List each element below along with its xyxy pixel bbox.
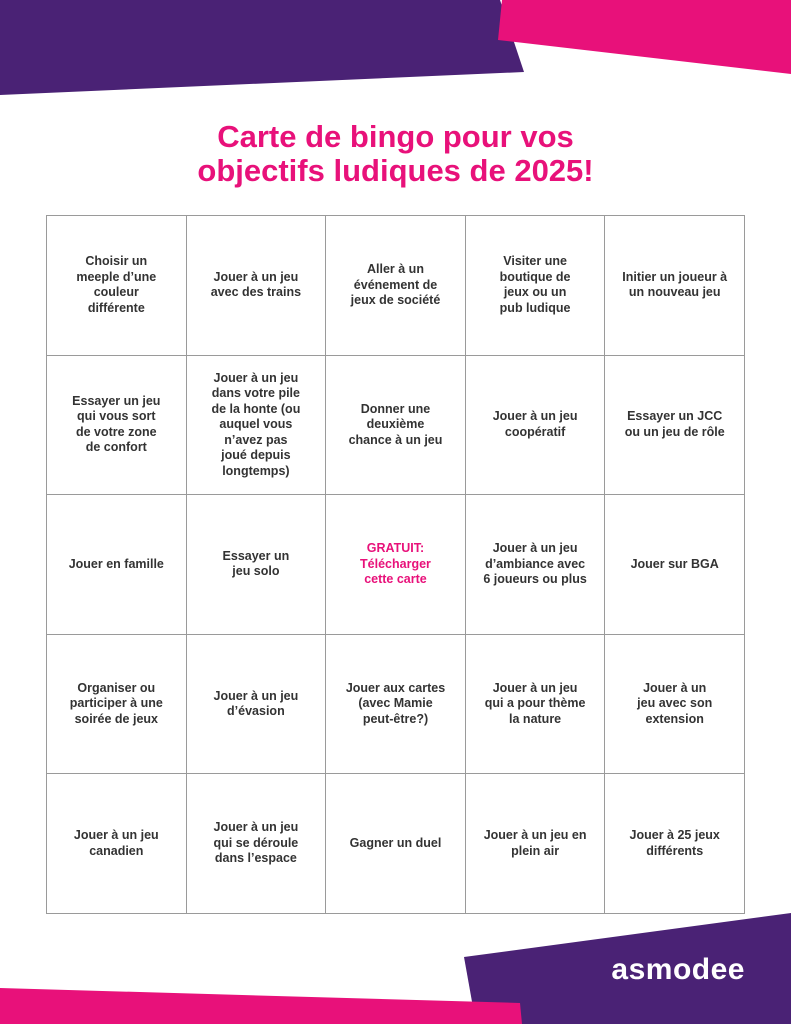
page-title xyxy=(0,120,791,188)
bingo-cell-15: Jouer sur BGA xyxy=(605,495,745,635)
bingo-cell-19: Jouer à un jeu qui a pour thème la nature xyxy=(466,635,606,775)
bingo-cell-5: Initier un joueur à un nouveau jeu xyxy=(605,216,745,356)
bingo-cell-3: Aller à un événement de jeux de société xyxy=(326,216,466,356)
asmodee-logo: asmodee xyxy=(611,953,745,986)
bingo-cell-18: Jouer aux cartes (avec Mamie peut-être?) xyxy=(326,635,466,775)
bingo-cell-6: Essayer un jeu qui vous sort de votre zone de confort xyxy=(47,356,187,496)
bingo-cell-20: Jouer à un jeu avec son extension xyxy=(605,635,745,775)
bingo-cell-11: Jouer en famille xyxy=(47,495,187,635)
bingo-cell-25: Jouer à 25 jeux différents xyxy=(605,774,745,914)
bingo-cell-22: Jouer à un jeu qui se déroule dans l’espace xyxy=(187,774,327,914)
bingo-free-cell-download-link[interactable]: GRATUIT: Télécharger cette carte xyxy=(326,495,466,635)
bingo-cell-14: Jouer à un jeu d’ambiance avec 6 joueurs ou plus xyxy=(466,495,606,635)
bingo-cell-8: Donner une deuxième chance à un jeu xyxy=(326,356,466,496)
bingo-cell-1: Choisir un meeple d’une couleur différente xyxy=(47,216,187,356)
title-line-1: Carte de bingo pour vos xyxy=(217,119,574,154)
bingo-cell-21: Jouer à un jeu canadien xyxy=(47,774,187,914)
bottom-left-pink-banner xyxy=(0,988,522,1024)
bingo-cell-4: Visiter une boutique de jeux ou un pub ludique xyxy=(466,216,606,356)
bingo-cell-12: Essayer un jeu solo xyxy=(187,495,327,635)
bingo-cell-17: Jouer à un jeu d’évasion xyxy=(187,635,327,775)
top-left-purple-banner xyxy=(0,0,524,95)
bingo-cell-16: Organiser ou participer à une soirée de jeux xyxy=(47,635,187,775)
title-line-2: objectifs ludiques de 2025! xyxy=(197,153,594,188)
top-right-pink-banner xyxy=(498,0,791,74)
bingo-cell-24: Jouer à un jeu en plein air xyxy=(466,774,606,914)
bingo-cell-9: Jouer à un jeu coopératif xyxy=(466,356,606,496)
bingo-grid xyxy=(46,215,745,914)
bingo-cell-10: Essayer un JCC ou un jeu de rôle xyxy=(605,356,745,496)
bingo-cell-23: Gagner un duel xyxy=(326,774,466,914)
bingo-cell-7: Jouer à un jeu dans votre pile de la honte (ou auquel vous n’avez pas joué depuis longtemps) xyxy=(187,356,327,496)
bingo-cell-2: Jouer à un jeu avec des trains xyxy=(187,216,327,356)
